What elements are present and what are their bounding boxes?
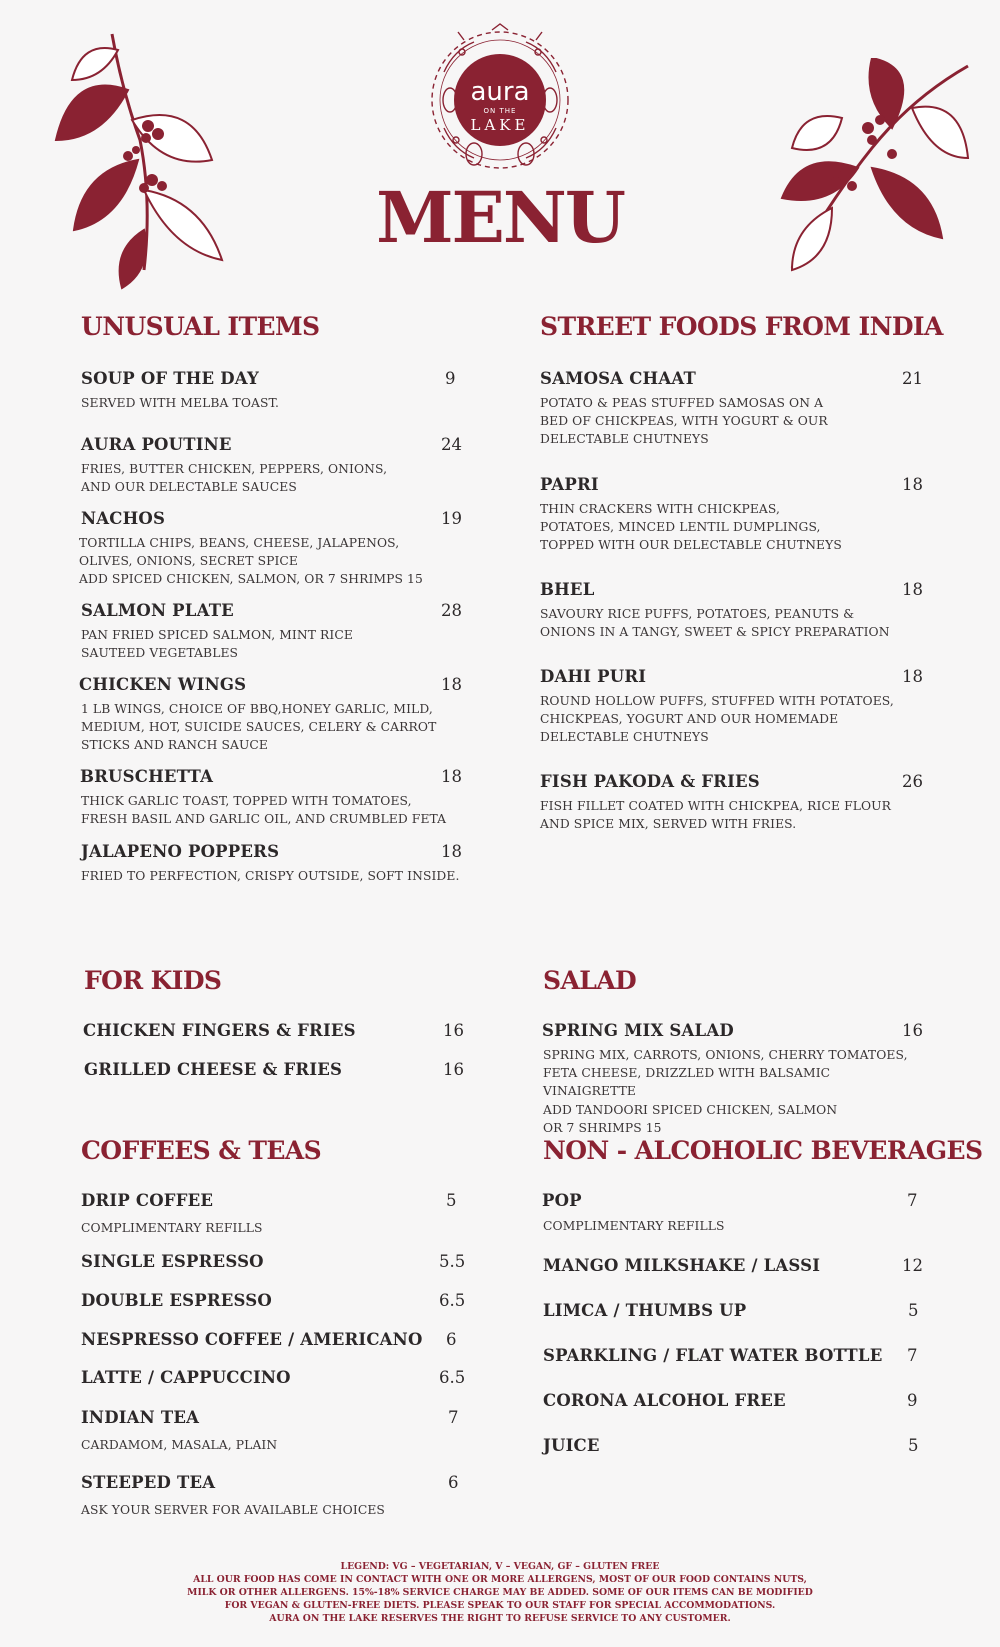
allergen-legend	[0, 1560, 1000, 1625]
item-name: NESPRESSO COFFEE / AMERICANO	[81, 1330, 423, 1349]
item-price: 6	[446, 1330, 457, 1349]
item-name: LATTE / CAPPUCCINO	[81, 1368, 291, 1387]
item-price: 7	[907, 1191, 918, 1210]
item-name: DOUBLE ESPRESSO	[81, 1291, 272, 1310]
section-title: UNUSUAL ITEMS	[81, 312, 320, 341]
legend-line: LEGEND: VG – VEGETARIAN, V – VEGAN, GF – GLUTEN FREE	[340, 1561, 660, 1572]
item-price: 16	[443, 1060, 464, 1079]
item-name: NACHOS	[81, 509, 166, 528]
item-description: SAVOURY RICE PUFFS, POTATOES, PEANUTS & ONIONS IN A TANGY, SWEET & SPICY PREPARATION	[540, 607, 890, 640]
item-price: 21	[902, 369, 923, 388]
item-price: 19	[441, 509, 462, 528]
item-description: SPRING MIX, CARROTS, ONIONS, CHERRY TOMATOES, FETA CHEESE, DRIZZLED WITH BALSAMIC VINAIGRETTE ADD TANDOORI SPICED CHICKEN, SALMON OR 7 SHRIMPS 15	[543, 1048, 908, 1135]
item-name: SALMON PLATE	[81, 601, 234, 620]
item-name: SPARKLING / FLAT WATER BOTTLE	[543, 1346, 883, 1365]
item-price: 24	[441, 435, 462, 454]
item-name: FISH PAKODA & FRIES	[540, 772, 760, 791]
item-price: 18	[441, 675, 462, 694]
item-description: FISH FILLET COATED WITH CHICKPEA, RICE FLOUR AND SPICE MIX, SERVED WITH FRIES.	[540, 799, 891, 832]
item-name: PAPRI	[540, 475, 599, 494]
item-name: CORONA ALCOHOL FREE	[543, 1391, 786, 1410]
section-title: NON - ALCOHOLIC BEVERAGES	[543, 1136, 983, 1165]
section-unusual-items	[79, 312, 462, 883]
section-title: SALAD	[543, 966, 637, 995]
item-description: 1 LB WINGS, CHOICE OF BBQ,HONEY GARLIC, MILD, MEDIUM, HOT, SUICIDE SAUCES, CELERY & CARROT STICKS AND RANCH SAUCE	[81, 702, 437, 753]
section-salad	[542, 966, 923, 1135]
item-price: 6	[448, 1473, 459, 1492]
item-price: 7	[907, 1346, 918, 1365]
logo-word-on-the: ON THE	[483, 107, 517, 115]
item-name: LIMCA / THUMBS UP	[543, 1301, 747, 1320]
item-name: SINGLE ESPRESSO	[81, 1252, 264, 1271]
item-price: 16	[443, 1021, 464, 1040]
item-name: GRILLED CHEESE & FRIES	[84, 1060, 343, 1079]
item-price: 18	[902, 580, 923, 599]
section-title: COFFEES & TEAS	[81, 1136, 322, 1165]
section-non-alcoholic-beverages	[542, 1136, 983, 1455]
item-name: CHICKEN WINGS	[79, 675, 247, 694]
item-description: ASK YOUR SERVER FOR AVAILABLE CHOICES	[81, 1503, 385, 1517]
item-price: 6.5	[439, 1291, 466, 1310]
section-title: STREET FOODS FROM INDIA	[540, 312, 943, 341]
logo-word-lake: LAKE	[470, 116, 530, 134]
item-price: 28	[441, 601, 462, 620]
item-description: POTATO & PEAS STUFFED SAMOSAS ON A BED OF CHICKPEAS, WITH YOGURT & OUR DELECTABLE CHUTNEYS	[540, 396, 828, 447]
item-price: 7	[448, 1408, 459, 1427]
item-name: SPRING MIX SALAD	[542, 1021, 734, 1040]
legend-line: AURA ON THE LAKE RESERVES THE RIGHT TO REFUSE SERVICE TO ANY CUSTOMER.	[269, 1613, 731, 1624]
item-description: COMPLIMENTARY REFILLS	[81, 1221, 263, 1235]
item-name: SAMOSA CHAAT	[540, 369, 696, 388]
item-name: JUICE	[543, 1436, 600, 1455]
item-price: 26	[902, 772, 923, 791]
item-name: DRIP COFFEE	[81, 1191, 214, 1210]
item-price: 5	[908, 1436, 919, 1455]
item-price: 18	[902, 475, 923, 494]
logo-word-aura: aura	[470, 77, 530, 107]
aura-logo	[422, 22, 578, 174]
item-description: SERVED WITH MELBA TOAST.	[81, 396, 280, 410]
item-name: JALAPENO POPPERS	[81, 842, 280, 861]
coffee-branch-icon	[772, 58, 972, 280]
legend-line: MILK OR OTHER ALLERGENS. 15%-18% SERVICE CHARGE MAY BE ADDED. SOME OF OUR ITEMS CAN BE MODIFIED	[187, 1587, 813, 1598]
item-price: 18	[902, 667, 923, 686]
item-price: 18	[441, 767, 462, 786]
item-description: CARDAMOM, MASALA, PLAIN	[81, 1438, 278, 1452]
item-name: SOUP OF THE DAY	[81, 369, 259, 388]
legend-line: ALL OUR FOOD HAS COME IN CONTACT WITH ONE OR MORE ALLERGENS, MOST OF OUR FOOD CONTAINS NUTS,	[193, 1574, 807, 1585]
page-title: MENU	[376, 176, 624, 259]
item-name: CHICKEN FINGERS & FRIES	[83, 1021, 356, 1040]
item-name: BRUSCHETTA	[80, 767, 214, 786]
item-price: 9	[445, 369, 456, 388]
item-description: FRIES, BUTTER CHICKEN, PEPPERS, ONIONS, AND OUR DELECTABLE SAUCES	[81, 462, 388, 495]
item-price: 18	[441, 842, 462, 861]
section-street-foods	[540, 312, 943, 832]
section-for-kids	[83, 966, 464, 1079]
item-name: POP	[542, 1191, 582, 1210]
item-price: 5	[446, 1191, 457, 1210]
item-description: THICK GARLIC TOAST, TOPPED WITH TOMATOES, FRESH BASIL AND GARLIC OIL, AND CRUMBLED FETA	[81, 794, 447, 827]
legend-line: FOR VEGAN & GLUTEN-FREE DIETS. PLEASE SPEAK TO OUR STAFF FOR SPECIAL ACCOMMODATIONS.	[224, 1600, 776, 1611]
item-price: 5.5	[439, 1252, 466, 1271]
section-coffees-teas	[81, 1136, 466, 1517]
item-description: ROUND HOLLOW PUFFS, STUFFED WITH POTATOES, CHICKPEAS, YOGURT AND OUR HOMEMADE DELECTABLE CHUTNEYS	[540, 694, 894, 745]
item-description: TORTILLA CHIPS, BEANS, CHEESE, JALAPENOS, OLIVES, ONIONS, SECRET SPICE ADD SPICED CHICKEN, SALMON, OR 7 SHRIMPS 15	[79, 536, 423, 587]
item-description: THIN CRACKERS WITH CHICKPEAS, POTATOES, MINCED LENTIL DUMPLINGS, TOPPED WITH OUR DELECTABLE CHUTNEYS	[540, 502, 842, 553]
item-price: 9	[907, 1391, 918, 1410]
item-price: 12	[902, 1256, 923, 1275]
item-name: STEEPED TEA	[81, 1473, 216, 1492]
item-description: COMPLIMENTARY REFILLS	[543, 1219, 725, 1233]
item-name: MANGO MILKSHAKE / LASSI	[543, 1256, 821, 1275]
item-name: BHEL	[540, 580, 595, 599]
coffee-branch-icon	[52, 30, 230, 290]
item-price: 6.5	[439, 1368, 466, 1387]
item-price: 16	[902, 1021, 923, 1040]
item-name: INDIAN TEA	[81, 1408, 200, 1427]
item-description: FRIED TO PERFECTION, CRISPY OUTSIDE, SOFT INSIDE.	[81, 869, 460, 883]
item-name: AURA POUTINE	[81, 435, 232, 454]
section-title: FOR KIDS	[84, 966, 222, 995]
item-price: 5	[908, 1301, 919, 1320]
item-description: PAN FRIED SPICED SALMON, MINT RICE SAUTEED VEGETABLES	[81, 628, 353, 661]
item-name: DAHI PURI	[540, 667, 647, 686]
